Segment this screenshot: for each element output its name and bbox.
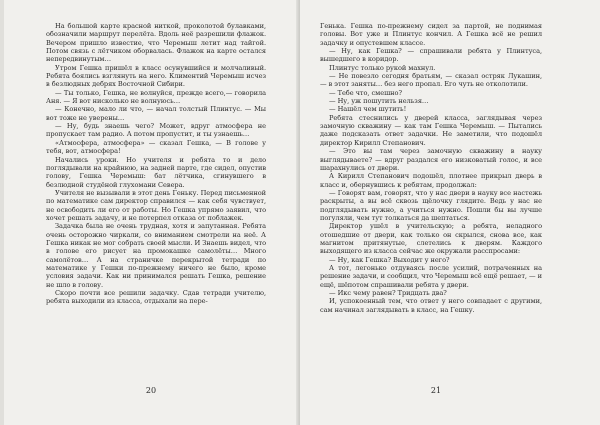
paragraph: — Ну, уж пошутить нельзя… [329, 97, 429, 106]
paragraph: «Атмосфера, атмосфера» — сказал Гешка, — В голове у тебя, вот, атмосфера! [46, 138, 266, 156]
paragraph: На большой карте красной ниткой, проколотой булавками, обозначили маршрут перелёта. Вдоль неё разрешили флажок. Вечером пришло известие, что Черемыш летит над тайгой. Потом связь с лётчиком оборвалась. Флажок на карте остался непередвинутым… [46, 22, 266, 64]
page-number-right: 21 [430, 386, 442, 395]
page-edge [0, 0, 4, 425]
paragraph: — Конечно, мало ли что, — начал толстый Плинтус. — Мы вот тоже не уверены… [46, 105, 266, 122]
paragraph: Директор ушёл в учительскую; а ребята, неладного отошедшие от двери, как только он скрылся, снова все, как магнитом притянутые, слетелись к дверям. Каждого выходящего из класса сейчас же окружали расспросами: [320, 222, 542, 256]
paragraph: Утром Гешка пришёл в класс осунувшийся и молчаливый. Ребята боялись взглянуть на него. Климентий Черемыш исчез в безлюдных дебрях Восточной Сибири. [46, 63, 266, 89]
paragraph: — Ты только, Гешка, не волнуйся, прежде всего,— говорила Аня. — Я вот нисколько не волнуюсь… [46, 88, 266, 106]
paragraph: — Не повезло сегодня братьям, — сказал остряк Лукашин, — в этот заняты… без него пропал. Его чуть не отколотили. [320, 72, 542, 89]
paragraph: Задачка была не очень трудная, хотя и запутанная. Ребята очень осторожно чиркали, со вниманием смотрели на неё. А Гешка никак не мог собрать своей мысли. И Знаешь видел, что в голове его рисует на промокашке самолёты… Много самолётов… А на страничке перекрытой тетради по математике у Гешки по-прежнему ничего не было, кроме условия задачи. Как ни принимался решать Гешка, решение не шло в голову. [46, 222, 266, 289]
paragraph: А Кирилл Степанович подошёл, плотнее прикрыл дверь в класс и, обернувшись к ребятам, продолжал: [320, 172, 542, 189]
right-page-text [320, 22, 542, 314]
paragraph: — Икс чему равен? Тридцать два? [329, 289, 447, 297]
right-page [300, 0, 600, 425]
page-number-left: 20 [145, 386, 157, 395]
paragraph: Начались уроки. Но учителя и ребята то и дело поглядывали на крайнюю, на задней парте, где сидел, опустив голову, Гешка Черемыш: бат лётчика, сгинувшего в безлюдной студёной глухомани Севера. [46, 155, 266, 189]
paragraph: — Ну, как Гешка? Выходит у него? [329, 255, 450, 264]
paragraph: — Это вы там через замочную скважину в науку выглядываете? — вдруг раздался его низковатый голос, и все шарахнулись от двери. [320, 147, 542, 172]
paragraph: — Ну, как Гешка? — спрашивали ребята у Плинтуса, вышедшего в коридор. [320, 47, 542, 64]
paragraph: Плинтус только рукой махнул. [329, 63, 436, 72]
paragraph: Учителя не вызывали в этот день Геньку. Перед письменной по математике сам директор справился — как себя чувствует, не освободить ли его от работы. Но Гешка упрямо заявил, что хочет решать задачу, и не потерпел отказа от поблажек. [46, 188, 266, 222]
paragraph: И, успокоенный тем, что ответ у него совпадает с другими, сам начинал заглядывать в класс, на Гешку. [320, 297, 542, 314]
paragraph: — Тебе что, смешно? [329, 88, 402, 97]
paragraph: Ребята стеснились у дверей класса, заглядывая через замочную скважину — как там Гешка Черемыш. — Пытались даже подсказать ответ задачки. Не заметили, что подошёл директор Кирилл Степанович. [320, 113, 542, 147]
paragraph: — Ну, будь знаешь чего? Может, вдруг атмосфера не пропускает там радио. А потом пропустит, и ты узнаешь… [46, 122, 266, 139]
paragraph: — Говорят вам, говорят, что у нас двери в науку все настежь раскрыты, а вы всё сквозь щёлочку глядите. Ведь у нас не подглядывать нужно, а учиться нужно. Пошли бы вы лучше погуляли, чем тут толкаться да шептаться. [320, 188, 542, 222]
paragraph: А тот, легонько отдуваясь после усилий, потраченных на решение задачи, и сообщил, что Черемыш всё ещё решает, — и ещё, шёпотом спрашивали ребята у двери. [320, 263, 542, 289]
paragraph: — Нашёл чем шутить! [329, 105, 407, 114]
left-page-text [46, 22, 266, 306]
paragraph: Скоро почти все решили задачку. Сдав тетради учителю, ребята выходили из класса, отдыхали на пере- [46, 289, 266, 306]
paragraph: Генька. Гешка по-прежнему сидел за партой, не поднимая головы. Вот уже и Плинтус кончил. А Гешка всё не решил задачку и опустевшем классе. [320, 22, 542, 47]
